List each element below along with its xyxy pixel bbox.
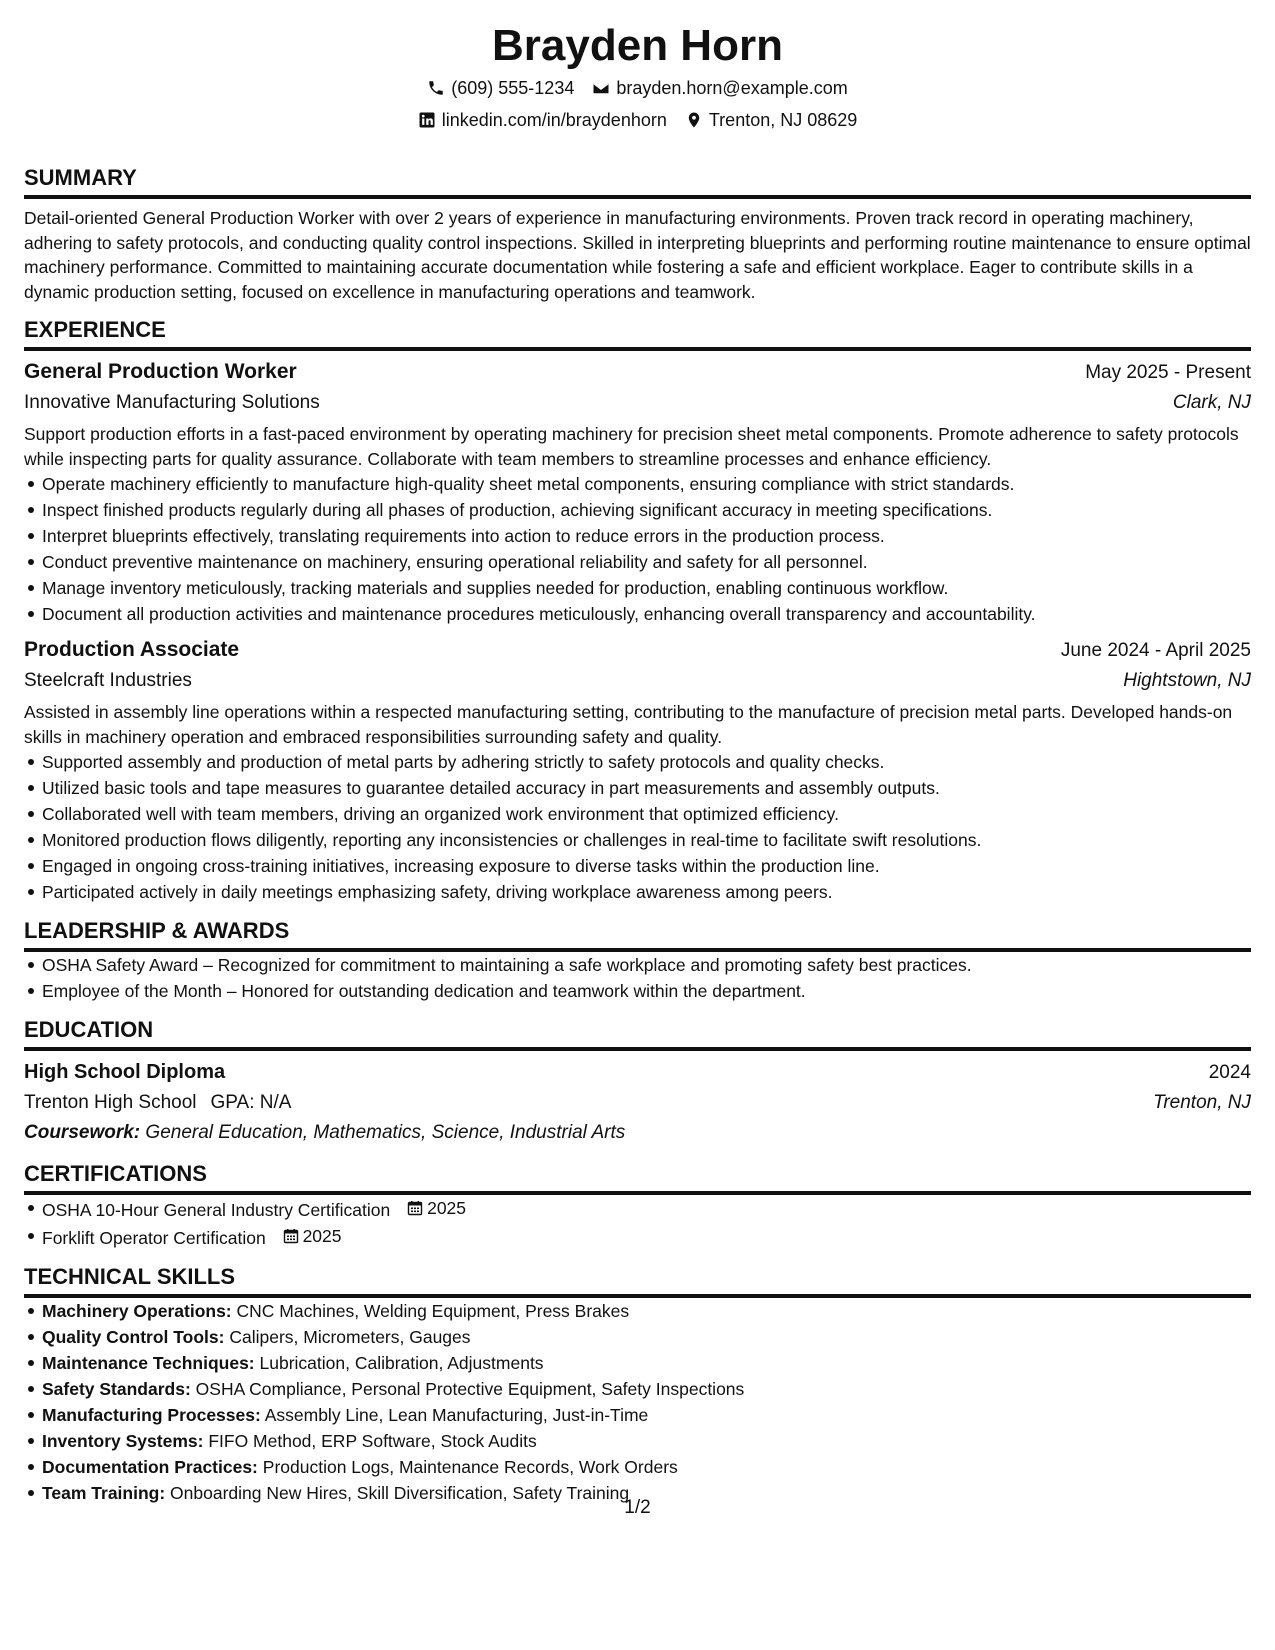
list-item: [24, 1454, 1251, 1480]
email-text: brayden.horn@example.com: [616, 78, 848, 98]
skill-value: FIFO Method, ERP Software, Stock Audits: [208, 1431, 537, 1451]
email-contact[interactable]: [592, 72, 847, 104]
page-number: 1/2: [624, 1497, 651, 1518]
list-item: Inspect finished products regularly during all phases of production, achieving significant accuracy in meeting specifications.: [24, 497, 1251, 523]
certification-name: OSHA 10-Hour General Industry Certification: [42, 1200, 391, 1220]
job-location: Clark, NJ: [1172, 392, 1251, 413]
list-item: Operate machinery efficiently to manufacture high-quality sheet metal components, ensuring compliance with strict standards.: [24, 471, 1251, 497]
awards-list: [24, 952, 1251, 1004]
skill-label: Machinery Operations:: [42, 1301, 232, 1321]
skill-value: Onboarding New Hires, Skill Diversification, Safety Training: [170, 1483, 630, 1503]
education-school: Trenton High School: [24, 1092, 197, 1113]
skill-label: Inventory Systems:: [42, 1431, 204, 1451]
contact-row-primary: [24, 72, 1251, 104]
list-item: [24, 1402, 1251, 1428]
linkedin-icon: [418, 111, 436, 129]
linkedin-contact[interactable]: [418, 104, 667, 136]
skill-value: Calipers, Micrometers, Gauges: [229, 1327, 471, 1347]
list-item: Interpret blueprints effectively, translating requirements into action to reduce errors in the production process.: [24, 523, 1251, 549]
skill-label: Safety Standards:: [42, 1379, 191, 1399]
skills-list: [24, 1298, 1251, 1506]
skills-heading: TECHNICAL SKILLS: [24, 1263, 1251, 1298]
skill-value: Production Logs, Maintenance Records, Work Orders: [262, 1457, 678, 1477]
summary-heading: SUMMARY: [24, 164, 1251, 199]
list-item: [24, 1376, 1251, 1402]
job-dates: May 2025 - Present: [1085, 362, 1251, 383]
list-item: [24, 1350, 1251, 1376]
list-item: Monitored production flows diligently, reporting any inconsistencies or challenges in real-time to facilitate swift resolutions.: [24, 827, 1251, 853]
list-item: Manage inventory meticulously, tracking materials and supplies needed for production, enabling continuous workflow.: [24, 575, 1251, 601]
job-title: General Production Worker: [24, 360, 297, 383]
list-item: [24, 1223, 1251, 1251]
phone-contact[interactable]: [427, 72, 574, 104]
skill-value: Assembly Line, Lean Manufacturing, Just-in-Time: [264, 1405, 649, 1425]
job-location: Hightstown, NJ: [1123, 670, 1251, 691]
linkedin-text: linkedin.com/in/braydenhorn: [441, 110, 667, 130]
list-item: Document all production activities and maintenance procedures meticulously, enhancing overall transparency and accountability.: [24, 601, 1251, 627]
job-description: Assisted in assembly line operations within a respected manufacturing setting, contributing to the manufacture of precision metal parts. Developed hands-on skills in machinery operation and embraced responsibilities surrounding safety and quality.: [24, 702, 1233, 747]
education-year: 2024: [1208, 1062, 1251, 1083]
skill-value: CNC Machines, Welding Equipment, Press Brakes: [236, 1301, 630, 1321]
coursework-text: General Education, Mathematics, Science, Industrial Arts: [145, 1122, 626, 1143]
summary-text: Detail-oriented General Production Worker with over 2 years of experience in manufacturing environments. Proven track record in operating machinery, adhering to safety protocols, and conducting quality control inspections. Skilled in interpreting blueprints and performing routine maintenance to ensure optimal machinery performance. Committed to maintaining accurate documentation while fostering a safe and efficient workplace. Eager to contribute skills in a dynamic production setting, focused on excellence in manufacturing operations and teamwork.: [24, 208, 1251, 302]
education-degree: High School Diploma: [24, 1061, 226, 1083]
phone-icon: [427, 79, 445, 97]
contact-row-secondary: [24, 104, 1251, 136]
list-item: [24, 1298, 1251, 1324]
certifications-list: [24, 1195, 1251, 1251]
experience-heading: EXPERIENCE: [24, 316, 1251, 351]
envelope-icon: [592, 79, 610, 97]
job-description: Support production efforts in a fast-paced environment by operating machinery for precision sheet metal components. Promote adherence to safety protocols while inspecting parts for quality assurance. Collaborate with team members to streamline processes and enhance efficiency.: [24, 424, 1239, 469]
education-gpa: GPA: N/A: [210, 1092, 292, 1113]
list-item: Participated actively in daily meetings emphasizing safety, driving workplace awareness among peers.: [24, 879, 1251, 905]
skill-label: Documentation Practices:: [42, 1457, 258, 1477]
phone-text: (609) 555-1234: [451, 78, 575, 98]
education-heading: EDUCATION: [24, 1016, 1251, 1051]
certifications-heading: CERTIFICATIONS: [24, 1160, 1251, 1195]
skill-label: Quality Control Tools:: [42, 1327, 225, 1347]
job-title: Production Associate: [24, 638, 240, 661]
list-item: Employee of the Month – Honored for outstanding dedication and teamwork within the department.: [24, 978, 1251, 1004]
job-entry: [24, 635, 1251, 905]
map-pin-icon: [685, 111, 703, 129]
candidate-name: Brayden Horn: [492, 21, 783, 70]
skill-label: Maintenance Techniques:: [42, 1353, 255, 1373]
coursework-label: Coursework:: [24, 1122, 141, 1143]
certification-name: Forklift Operator Certification: [42, 1228, 266, 1248]
job-dates: June 2024 - April 2025: [1060, 640, 1251, 661]
list-item: [24, 1324, 1251, 1350]
list-item: Conduct preventive maintenance on machinery, ensuring operational reliability and safety for all personnel.: [24, 549, 1251, 575]
job-company: Innovative Manufacturing Solutions: [24, 392, 320, 413]
job-bullets: [24, 749, 1251, 905]
calendar-icon: [407, 1200, 423, 1216]
location-contact: [685, 104, 857, 136]
coursework: [24, 1118, 1251, 1148]
awards-heading: LEADERSHIP & AWARDS: [24, 917, 1251, 952]
list-item: Collaborated well with team members, driving an organized work environment that optimized efficiency.: [24, 801, 1251, 827]
education-location: Trenton, NJ: [1153, 1092, 1251, 1113]
calendar-icon: [283, 1228, 299, 1244]
job-company: Steelcraft Industries: [24, 670, 192, 691]
list-item: Supported assembly and production of metal parts by adhering strictly to safety protocols and quality checks.: [24, 749, 1251, 775]
skill-label: Team Training:: [42, 1483, 166, 1503]
skill-label: Manufacturing Processes:: [42, 1405, 261, 1425]
list-item: [24, 1195, 1251, 1223]
skill-value: Lubrication, Calibration, Adjustments: [259, 1353, 544, 1373]
list-item: [24, 1428, 1251, 1454]
job-bullets: [24, 471, 1251, 627]
skill-value: OSHA Compliance, Personal Protective Equipment, Safety Inspections: [195, 1379, 745, 1399]
list-item: Engaged in ongoing cross-training initiatives, increasing exposure to diverse tasks within the production line.: [24, 853, 1251, 879]
location-text: Trenton, NJ 08629: [708, 110, 858, 130]
list-item: Utilized basic tools and tape measures to guarantee detailed accuracy in part measurements and assembly outputs.: [24, 775, 1251, 801]
certification-year: 2025: [427, 1198, 467, 1218]
list-item: OSHA Safety Award – Recognized for commitment to maintaining a safe workplace and promoting safety best practices.: [24, 952, 1251, 978]
job-entry: [24, 357, 1251, 627]
certification-year: 2025: [302, 1226, 342, 1246]
